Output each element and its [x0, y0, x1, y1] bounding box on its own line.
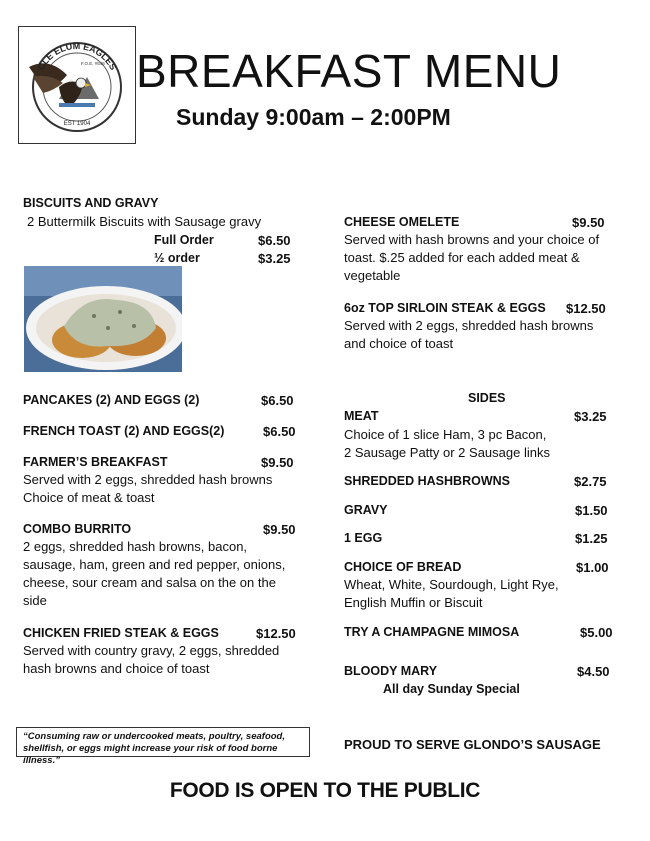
logo-est: EST 1904 — [63, 121, 91, 127]
item-steak-desc1: Served with 2 eggs, shredded hash browns — [344, 318, 594, 333]
item-farmers-desc1: Served with 2 eggs, shredded hash browns — [23, 472, 273, 487]
notice-line1: “Consuming raw or undercooked meats, poultry, seafood, — [23, 731, 285, 742]
glondo-sausage-note: PROUD TO SERVE GLONDO’S SAUSAGE — [344, 737, 601, 752]
item-omelete-price: $9.50 — [572, 215, 605, 230]
item-steak-price: $12.50 — [566, 301, 606, 316]
hours-subtitle: Sunday 9:00am – 2:00PM — [176, 104, 451, 130]
item-bread-desc1: Wheat, White, Sourdough, Light Rye, — [344, 577, 559, 592]
item-burrito-name: COMBO BURRITO — [23, 522, 132, 536]
item-burrito-price: $9.50 — [263, 522, 296, 537]
item-burrito-desc3: cheese, sour cream and salsa on the on the — [23, 575, 276, 590]
item-chicken-desc2: hash browns and choice of toast — [23, 661, 210, 676]
logo-ring-text: CLE ELUM EAGLES — [35, 40, 119, 72]
item-bloody-name: BLOODY MARY — [344, 664, 438, 678]
item-omelete-desc1: Served with hash browns and your choice of — [344, 232, 600, 247]
item-biscuits-desc: 2 Buttermilk Biscuits with Sausage gravy — [27, 214, 262, 229]
sides-heading: SIDES — [468, 391, 506, 405]
item-farmers-desc2: Choice of meat & toast — [23, 490, 155, 505]
biscuits-half-label: ½ order — [154, 251, 200, 265]
item-pancakes-name: PANCAKES (2) AND EGGS (2) — [23, 393, 200, 407]
item-gravy-name: GRAVY — [344, 503, 388, 517]
item-french-toast-price: $6.50 — [263, 424, 296, 439]
item-hashbrowns-price: $2.75 — [574, 474, 607, 489]
item-chicken-desc1: Served with country gravy, 2 eggs, shredded — [23, 643, 280, 658]
item-meat-desc1: Choice of 1 slice Ham, 3 pc Bacon, — [344, 427, 547, 442]
item-farmers-name: FARMER’S BREAKFAST — [23, 455, 168, 469]
item-steak-name: 6oz TOP SIRLOIN STEAK & EGGS — [344, 301, 546, 315]
item-burrito-desc4: side — [23, 593, 47, 608]
item-bread-price: $1.00 — [576, 560, 609, 575]
item-meat-name: MEAT — [344, 409, 379, 423]
item-egg-price: $1.25 — [575, 531, 608, 546]
item-biscuits-name: BISCUITS AND GRAVY — [23, 196, 159, 210]
item-mimosa-name: TRY A CHAMPAGNE MIMOSA — [344, 625, 520, 639]
bloody-special: All day Sunday Special — [383, 682, 520, 696]
item-pancakes-price: $6.50 — [261, 393, 294, 408]
biscuits-half-price: $3.25 — [258, 251, 291, 266]
item-burrito-desc2: sausage, ham, green and red pepper, onions, — [23, 557, 286, 572]
page-title: BREAKFAST MENU — [136, 45, 562, 97]
logo-subtitle: F.O.E. #546 — [81, 61, 105, 66]
item-chicken-name: CHICKEN FRIED STEAK & EGGS — [23, 626, 219, 640]
item-meat-price: $3.25 — [574, 409, 607, 424]
item-farmers-price: $9.50 — [261, 455, 294, 470]
item-omelete-name: CHEESE OMELETE — [344, 215, 460, 229]
eagle-emblem-icon — [19, 27, 135, 143]
item-hashbrowns-name: SHREDDED HASHBROWNS — [344, 474, 510, 488]
item-chicken-price: $12.50 — [256, 626, 296, 641]
item-meat-desc2: 2 Sausage Patty or 2 Sausage links — [344, 445, 550, 460]
biscuits-full-label: Full Order — [154, 233, 214, 247]
item-bloody-price: $4.50 — [577, 664, 610, 679]
item-egg-name: 1 EGG — [344, 531, 383, 545]
item-burrito-desc1: 2 eggs, shredded hash browns, bacon, — [23, 539, 248, 554]
item-omelete-desc2: toast. $.25 added for each added meat & — [344, 250, 580, 265]
item-steak-desc2: and choice of toast — [344, 336, 454, 351]
public-footer: FOOD IS OPEN TO THE PUBLIC — [169, 779, 481, 802]
item-omelete-desc3: vegetable — [344, 268, 401, 283]
item-french-toast-name: FRENCH TOAST (2) AND EGGS(2) — [23, 424, 225, 438]
biscuits-full-price: $6.50 — [258, 233, 291, 248]
item-bread-name: CHOICE OF BREAD — [344, 560, 462, 574]
item-gravy-price: $1.50 — [575, 503, 608, 518]
eagles-logo — [18, 26, 136, 144]
food-safety-notice — [16, 727, 310, 766]
notice-line2: shellfish, or eggs might increase your risk of food borne illness.” — [23, 743, 278, 766]
item-bread-desc2: English Muffin or Biscuit — [344, 595, 483, 610]
biscuits-gravy-photo — [24, 266, 182, 372]
item-mimosa-price: $5.00 — [580, 625, 613, 640]
